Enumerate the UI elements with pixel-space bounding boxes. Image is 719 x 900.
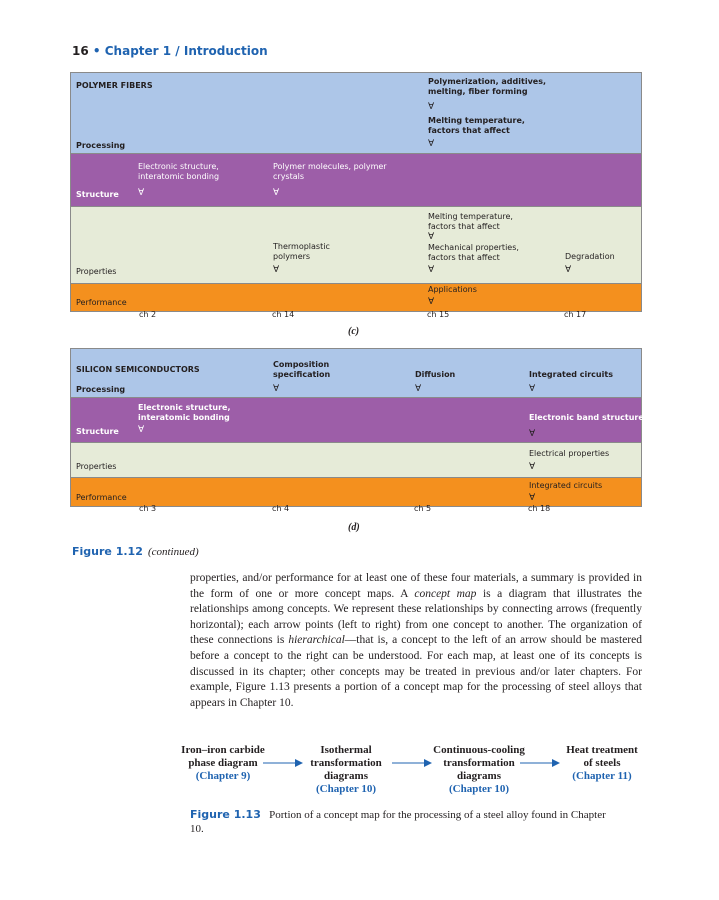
concept-map-polymer-fibers: [70, 72, 642, 312]
arrow-down-icon: ∀: [529, 462, 536, 472]
arrow-down-icon: ∀: [273, 188, 280, 198]
node-electrical: Electrical properties: [529, 449, 610, 458]
arrow-down-icon: ∀: [529, 429, 536, 439]
node-mechanical: Mechanical properties, factors that affect: [428, 243, 519, 262]
arrow-down-icon: ∀: [273, 265, 280, 275]
concept-node-isothermal: [296, 744, 396, 796]
concept-node-continuous-cooling: [424, 744, 534, 796]
arrow-down-icon: ∀: [428, 232, 435, 242]
chapter-ref: ch 3: [139, 504, 157, 513]
arrow-down-icon: ∀: [428, 139, 435, 149]
properties-band: [71, 443, 641, 478]
section-label: Introduction: [183, 44, 268, 58]
concept-map-silicon-semiconductors: [70, 348, 642, 507]
node-integrated-circuits-proc: Integrated circuits: [529, 370, 613, 379]
node-electronic-structure: Electronic structure, interatomic bonding: [138, 403, 231, 422]
chapter-ref: ch 14: [272, 310, 295, 319]
node-chapter: (Chapter 10): [449, 783, 509, 795]
node-text: phase diagram: [188, 757, 258, 769]
node-diffusion: Diffusion: [415, 370, 456, 379]
arrow-down-icon: ∀: [428, 297, 435, 307]
node-text: diagrams: [457, 770, 501, 782]
structure-label: Structure: [76, 190, 119, 199]
chapter-ref: ch 2: [139, 310, 157, 319]
node-polymerization: Polymerization, additives, melting, fiber forming: [428, 77, 547, 96]
running-header: [72, 44, 268, 58]
arrow-down-icon: ∀: [273, 384, 280, 394]
node-text: of steels: [583, 757, 621, 769]
arrow-down-icon: ∀: [415, 384, 422, 394]
performance-band: [71, 284, 641, 311]
subfigure-caption-d: (d): [348, 522, 360, 533]
body-emphasis: hierarchical: [288, 634, 345, 647]
node-polymer-molecules: Polymer molecules, polymer crystals: [273, 162, 387, 181]
processing-label: Processing: [76, 385, 126, 394]
figure-1-13-caption: [190, 808, 620, 836]
figure-1-12-caption: [72, 540, 199, 559]
node-electronic-structure: Electronic structure, interatomic bonding: [138, 162, 220, 181]
chapter-ref: ch 17: [564, 310, 587, 319]
right-arrow-icon: [520, 758, 560, 768]
map-title: SILICON SEMICONDUCTORS: [76, 365, 200, 374]
chapter-ref: ch 4: [272, 504, 290, 513]
node-integrated-circuits-perf: Integrated circuits: [529, 481, 603, 490]
body-text: is a diagram that illustrates the relationships among concepts. We represent these relationships by connecting arrows (frequently horizontal); each arrow points (left to right) from one concept to another. The organization of these connections is: [190, 587, 642, 647]
node-text: Continuous-cooling: [433, 744, 525, 756]
arrow-down-icon: ∀: [428, 102, 435, 112]
body-paragraph: [190, 571, 642, 711]
performance-label: Performance: [76, 493, 127, 502]
node-text: diagrams: [324, 770, 368, 782]
node-composition: Composition specification: [273, 360, 331, 379]
structure-label: Structure: [76, 427, 119, 436]
header-slash: /: [175, 44, 180, 58]
node-text: transformation: [443, 757, 515, 769]
node-applications: Applications: [428, 285, 477, 294]
arrow-down-icon: ∀: [529, 384, 536, 394]
body-text: properties, and/or performance for at least one of these four materials, a summary is provided in the form of one or more concept maps. A: [190, 572, 642, 600]
arrow-down-icon: ∀: [565, 265, 572, 275]
node-melting-temp: Melting temperature, factors that affect: [428, 116, 525, 135]
node-text: Isothermal: [320, 744, 372, 756]
node-melting-temp-props: Melting temperature, factors that affect: [428, 212, 513, 231]
page-number: 16: [72, 44, 89, 58]
concept-node-heat-treatment: [556, 744, 648, 783]
map-title: POLYMER FIBERS: [76, 81, 153, 90]
chapter-ref: ch 15: [427, 310, 450, 319]
arrow-down-icon: ∀: [529, 493, 536, 503]
figure-label: Figure 1.13: [190, 808, 261, 821]
properties-label: Properties: [76, 462, 117, 471]
node-chapter: (Chapter 10): [316, 783, 376, 795]
body-emphasis: concept map: [414, 587, 477, 600]
properties-label: Properties: [76, 267, 117, 276]
chapter-ref: ch 18: [528, 504, 551, 513]
structure-band: [71, 398, 644, 443]
figure-label: Figure 1.12: [72, 545, 143, 558]
arrow-down-icon: ∀: [428, 265, 435, 275]
chapter-label: Chapter 1: [104, 44, 172, 58]
node-text: Iron–iron carbide: [181, 744, 265, 756]
performance-band: [71, 478, 641, 506]
node-chapter: (Chapter 11): [572, 770, 632, 782]
performance-label: Performance: [76, 298, 127, 307]
properties-band: [71, 207, 641, 284]
processing-label: Processing: [76, 141, 126, 150]
node-thermoplastic: Thermoplastic polymers: [273, 242, 330, 261]
chapter-ref: ch 5: [414, 504, 432, 513]
node-chapter: (Chapter 9): [195, 770, 251, 782]
node-text: transformation: [310, 757, 382, 769]
header-separator: •: [92, 44, 101, 58]
processing-band: [71, 349, 641, 398]
figure-continued: (continued): [147, 546, 199, 558]
node-degradation: Degradation: [565, 252, 615, 261]
node-text: Heat treatment: [566, 744, 638, 756]
body-text: —that is, a concept to the left of an arrow should be mastered before a concept to the right can be understood. For each map, at least one of its concepts is discussed in its chapter; other concepts may be treated in previous and/or later chapters. For example, Figure 1.13 presents a portion of a concept map for the processing of steel alloys that appears in Chapter 10.: [190, 634, 642, 709]
arrow-down-icon: ∀: [138, 188, 145, 198]
structure-band: [71, 154, 641, 207]
processing-band: [71, 73, 641, 154]
subfigure-caption-c: (c): [348, 326, 360, 337]
concept-node-iron-carbide: [168, 744, 278, 783]
arrow-down-icon: ∀: [138, 425, 145, 435]
node-band-structure: Electronic band structure: [529, 413, 644, 422]
figure-caption-text: Portion of a concept map for the processing of a steel alloy found in Chapter 10.: [190, 809, 606, 835]
